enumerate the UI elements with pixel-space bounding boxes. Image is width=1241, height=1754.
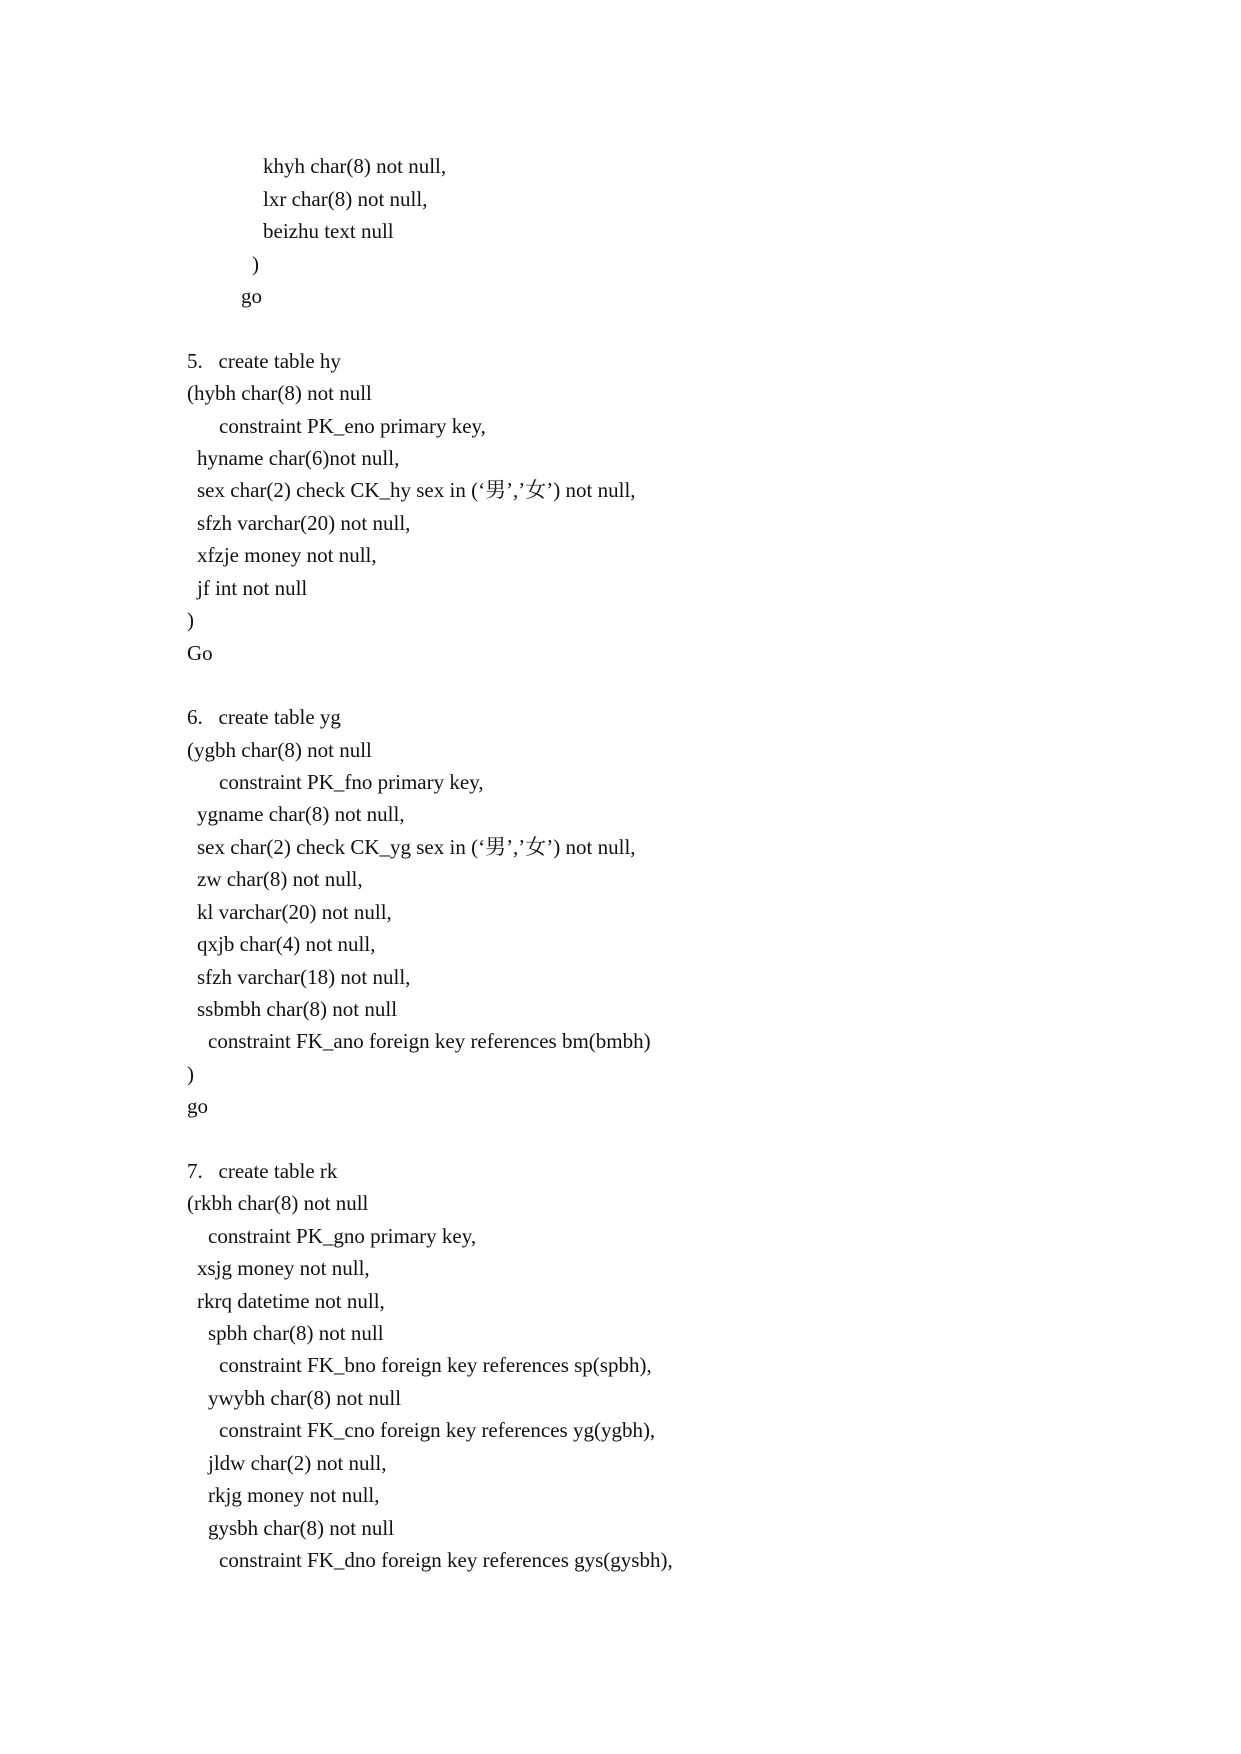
code-line: ) — [252, 252, 259, 276]
code-line: constraint FK_dno foreign key references gys(gysbh), — [219, 1548, 673, 1572]
code-line: constraint PK_eno primary key, — [219, 414, 486, 438]
code-line: ) — [187, 608, 194, 632]
code-line: lxr char(8) not null, — [263, 187, 428, 211]
code-line: sex char(2) check CK_yg sex in (‘男’,’女’) not null, — [197, 835, 636, 859]
code-line: jf int not null — [197, 576, 308, 600]
code-line: rkrq datetime not null, — [197, 1289, 385, 1313]
code-line: (hybh char(8) not null — [187, 381, 372, 405]
code-line: constraint FK_bno foreign key references sp(spbh), — [219, 1353, 652, 1377]
code-line: constraint PK_gno primary key, — [208, 1224, 477, 1248]
code-line: constraint FK_ano foreign key references bm(bmbh) — [208, 1029, 651, 1053]
code-line: constraint PK_fno primary key, — [219, 770, 484, 794]
code-line: ssbmbh char(8) not null — [197, 997, 398, 1021]
code-line: ygname char(8) not null, — [197, 802, 405, 826]
section-heading: 7. create table rk — [187, 1159, 338, 1183]
code-line: ywybh char(8) not null — [208, 1386, 402, 1410]
code-line: khyh char(8) not null, — [263, 154, 447, 178]
code-line: go — [241, 284, 262, 308]
code-line: sfzh varchar(20) not null, — [197, 511, 411, 535]
code-line: hyname char(6)not null, — [197, 446, 400, 470]
code-line: beizhu text null — [263, 219, 394, 243]
code-line: qxjb char(4) not null, — [197, 932, 376, 956]
code-line: (ygbh char(8) not null — [187, 738, 372, 762]
code-line: sfzh varchar(18) not null, — [197, 965, 411, 989]
code-line: constraint FK_cno foreign key references yg(ygbh), — [219, 1418, 656, 1442]
code-line: xfzje money not null, — [197, 543, 377, 567]
code-line: kl varchar(20) not null, — [197, 900, 392, 924]
code-line: go — [187, 1094, 208, 1118]
code-line: ) — [187, 1062, 194, 1086]
code-line: spbh char(8) not null — [208, 1321, 384, 1345]
code-line: (rkbh char(8) not null — [187, 1191, 369, 1215]
code-line: Go — [187, 641, 213, 665]
code-line: jldw char(2) not null, — [208, 1451, 387, 1475]
code-line: gysbh char(8) not null — [208, 1516, 395, 1540]
section-heading: 5. create table hy — [187, 349, 341, 373]
section-heading: 6. create table yg — [187, 705, 341, 729]
code-line: sex char(2) check CK_hy sex in (‘男’,’女’) not null, — [197, 478, 636, 502]
code-line: zw char(8) not null, — [197, 867, 363, 891]
code-line: xsjg money not null, — [197, 1256, 370, 1280]
code-line: rkjg money not null, — [208, 1483, 380, 1507]
